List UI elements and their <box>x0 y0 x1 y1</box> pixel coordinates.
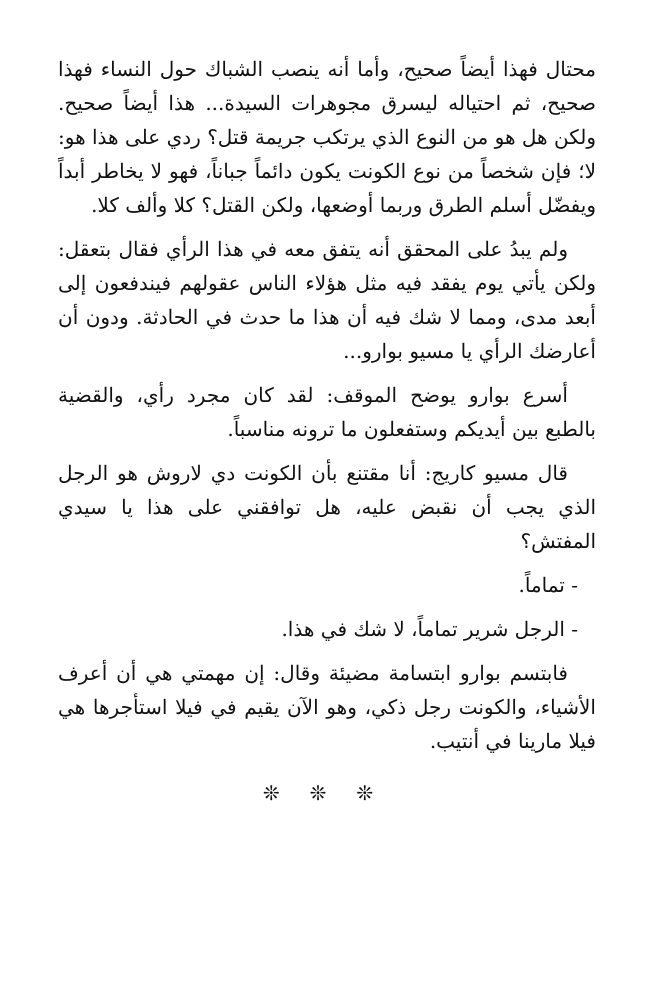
paragraph-4: قال مسيو كاريج: أنا مقتنع بأن الكونت دي لاروش هو الرجل الذي يجب أن نقبض عليه، هل توافقني على هذا يا سيدي المفتش؟ <box>58 461 596 553</box>
asterisk-icon: ❊ <box>356 781 392 805</box>
paragraph-3: أسرع بوارو يوضح الموقف: لقد كان مجرد رأي، والقضية بالطبع بين أيديكم وستفعلون ما ترونه مناسباً. <box>58 383 596 441</box>
dialogue-line-1: - تماماً. <box>518 573 578 597</box>
paragraph-2: ولم يبدُ على المحقق أنه يتفق معه في هذا الرأي فقال بتعقل: ولكن يأتي يوم يفقد فيه مثل هؤلاء الناس عقولهم فيندفعون إلى أبعد مدى، ومما لا شك فيه أن هذا ما حدث في الحادثة. ودون أن أعارضك الرأي يا مسيو بوارو... <box>58 237 596 363</box>
paragraph-1: محتال فهذا أيضاً صحيح، وأما أنه ينصب الشباك حول النساء فهذا صحيح، ثم احتياله ليسرق مجوهرات السيدة... هذا أيضاً صحيح. ولكن هل هو من النوع الذي يرتكب جريمة قتل؟ ردي على هذا هو: لا؛ فإن شخصاً من نوع الكونت يكون دائماً جباناً، فهو لا يخاطر أبداً ويفضّل أسلم الطرق وربما أوضعها، ولكن القتل؟ كلا وألف كلا. <box>58 57 596 217</box>
section-separator <box>58 776 596 810</box>
asterisk-icon: ❊ <box>309 781 345 805</box>
paragraph-5: فابتسم بوارو ابتسامة مضيئة وقال: إن مهمتي هي أن أعرف الأشياء، والكونت رجل ذكي، وهو الآن يقيم في فيلا استأجرها هي فيلا مارينا في أنتيب. <box>58 661 596 753</box>
book-page <box>58 52 596 810</box>
dialogue-line-2: - الرجل شرير تماماً، لا شك في هذا. <box>281 617 578 641</box>
asterisk-icon: ❊ <box>262 781 298 805</box>
